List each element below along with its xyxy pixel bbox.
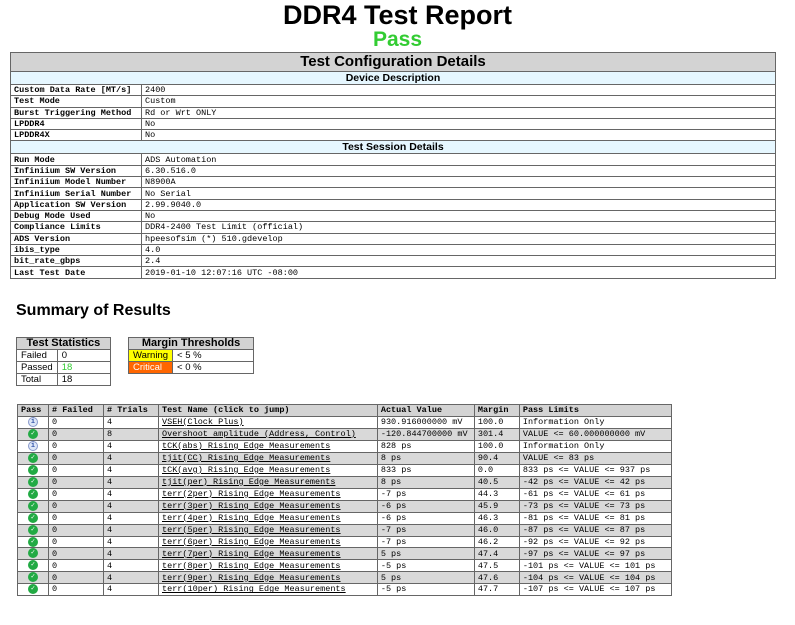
- result-row: [18, 536, 672, 548]
- pass-icon: ✓: [28, 453, 38, 463]
- pass-cell: [18, 524, 49, 536]
- config-key: LPDDR4: [11, 118, 142, 129]
- config-value: 2.99.9040.0: [142, 199, 776, 210]
- result-row: [18, 452, 672, 464]
- config-key: Infiniium Serial Number: [11, 188, 142, 199]
- results-header-6: Pass Limits: [519, 405, 671, 417]
- config-row: [11, 154, 776, 165]
- result-row: [18, 572, 672, 584]
- stats-title: Test Statistics: [17, 338, 111, 350]
- test-name-cell: [159, 512, 378, 524]
- session-header: Test Session Details: [11, 141, 776, 154]
- trial-count: 4: [104, 488, 159, 500]
- failed-label: Failed: [17, 350, 58, 362]
- margin-value: 90.4: [474, 452, 519, 464]
- config-table: [10, 52, 776, 279]
- config-row: [11, 188, 776, 199]
- margin-value: 47.6: [474, 572, 519, 584]
- test-name-cell: [159, 476, 378, 488]
- test-name-link[interactable]: tCK(abs) Rising Edge Measurements: [162, 441, 331, 452]
- results-header-2: # Trials: [104, 405, 159, 417]
- result-row: [18, 428, 672, 440]
- margin-value: 47.5: [474, 560, 519, 572]
- pass-limits: 833 ps <= VALUE <= 937 ps: [519, 464, 671, 476]
- config-value: 2400: [142, 85, 776, 96]
- pass-limits: -104 ps <= VALUE <= 104 ps: [519, 572, 671, 584]
- pass-icon: ✓: [28, 489, 38, 499]
- margin-value: 45.9: [474, 500, 519, 512]
- failed-count: 0: [49, 428, 104, 440]
- actual-value: 5 ps: [377, 572, 474, 584]
- test-name-link[interactable]: terr(9per) Rising Edge Measurements: [162, 572, 341, 583]
- results-header-5: Margin: [474, 405, 519, 417]
- result-row: [18, 560, 672, 572]
- trial-count: 4: [104, 464, 159, 476]
- pass-limits: -61 ps <= VALUE <= 61 ps: [519, 488, 671, 500]
- actual-value: -120.844700000 mV: [377, 428, 474, 440]
- critical-label: Critical: [129, 362, 173, 374]
- config-key: Test Mode: [11, 96, 142, 107]
- failed-count: 0: [49, 584, 104, 596]
- result-row: [18, 500, 672, 512]
- test-name-link[interactable]: terr(6per) Rising Edge Measurements: [162, 536, 341, 547]
- config-row: [11, 222, 776, 233]
- trial-count: 4: [104, 417, 159, 429]
- config-value: 2.4: [142, 256, 776, 267]
- failed-count: 0: [49, 452, 104, 464]
- pass-cell: [18, 572, 49, 584]
- pass-cell: [18, 476, 49, 488]
- config-value: No: [142, 118, 776, 129]
- failed-count: 0: [49, 488, 104, 500]
- config-key: Infiniium Model Number: [11, 177, 142, 188]
- margin-value: 46.2: [474, 536, 519, 548]
- passed-count: 18: [57, 362, 110, 374]
- margin-value: 46.3: [474, 512, 519, 524]
- pass-cell: [18, 452, 49, 464]
- overall-status: Pass: [372, 28, 423, 51]
- pass-icon: ✓: [28, 477, 38, 487]
- config-value: ADS Automation: [142, 154, 776, 165]
- pass-limits: -97 ps <= VALUE <= 97 ps: [519, 548, 671, 560]
- pass-cell: [18, 500, 49, 512]
- pass-cell: [18, 548, 49, 560]
- trial-count: 4: [104, 560, 159, 572]
- pass-icon: ✓: [28, 429, 38, 439]
- config-value: No: [142, 130, 776, 141]
- test-name-link[interactable]: terr(3per) Rising Edge Measurements: [162, 500, 341, 511]
- pass-icon: ✓: [28, 572, 38, 582]
- results-header-3: Test Name (click to jump): [159, 405, 378, 417]
- test-name-cell: [159, 428, 378, 440]
- config-key: Compliance Limits: [11, 222, 142, 233]
- trial-count: 4: [104, 476, 159, 488]
- pass-limits: -73 ps <= VALUE <= 73 ps: [519, 500, 671, 512]
- warning-value: < 5 %: [173, 350, 254, 362]
- config-value: Custom: [142, 96, 776, 107]
- pass-limits: VALUE <= 60.000000000 mV: [519, 428, 671, 440]
- pass-limits: -92 ps <= VALUE <= 92 ps: [519, 536, 671, 548]
- pass-limits: Information Only: [519, 417, 671, 429]
- failed-count: 0: [49, 572, 104, 584]
- config-key: Custom Data Rate [MT/s]: [11, 85, 142, 96]
- config-key: Burst Triggering Method: [11, 107, 142, 118]
- actual-value: 8 ps: [377, 452, 474, 464]
- actual-value: 8 ps: [377, 476, 474, 488]
- test-name-link[interactable]: terr(8per) Rising Edge Measurements: [162, 560, 341, 571]
- config-row: [11, 210, 776, 221]
- pass-cell: [18, 560, 49, 572]
- margin-value: 0.0: [474, 464, 519, 476]
- config-row: [11, 85, 776, 96]
- results-header-4: Actual Value: [377, 405, 474, 417]
- trial-count: 4: [104, 584, 159, 596]
- failed-count: 0: [49, 536, 104, 548]
- test-name-cell: [159, 536, 378, 548]
- config-key: Last Test Date: [11, 267, 142, 278]
- config-row: [11, 165, 776, 176]
- actual-value: 5 ps: [377, 548, 474, 560]
- actual-value: -5 ps: [377, 560, 474, 572]
- test-name-cell: [159, 488, 378, 500]
- config-key: ADS Version: [11, 233, 142, 244]
- margin-value: 100.0: [474, 440, 519, 452]
- test-name-cell: [159, 452, 378, 464]
- config-value: No: [142, 210, 776, 221]
- results-table: [17, 404, 672, 596]
- pass-cell: [18, 417, 49, 429]
- test-name-link[interactable]: terr(4per) Rising Edge Measurements: [162, 512, 341, 523]
- pass-limits: -42 ps <= VALUE <= 42 ps: [519, 476, 671, 488]
- device-header: Device Description: [11, 72, 776, 85]
- pass-cell: [18, 440, 49, 452]
- pass-icon: ✓: [28, 465, 38, 475]
- failed-count: 0: [49, 512, 104, 524]
- passed-label: Passed: [17, 362, 58, 374]
- config-value: hpeesofsim (*) 510.gdevelop: [142, 233, 776, 244]
- config-value: Rd or Wrt ONLY: [142, 107, 776, 118]
- failed-count: 0: [49, 560, 104, 572]
- test-name-link[interactable]: terr(2per) Rising Edge Measurements: [162, 488, 341, 499]
- config-value: 6.30.516.0: [142, 165, 776, 176]
- actual-value: -7 ps: [377, 536, 474, 548]
- actual-value: 930.916000000 mV: [377, 417, 474, 429]
- config-row: [11, 177, 776, 188]
- config-value: DDR4-2400 Test Limit (official): [142, 222, 776, 233]
- actual-value: 833 ps: [377, 464, 474, 476]
- pass-limits: -107 ps <= VALUE <= 107 ps: [519, 584, 671, 596]
- test-name-cell: [159, 464, 378, 476]
- failed-count: 0: [49, 476, 104, 488]
- config-value: 4.0: [142, 244, 776, 255]
- pass-cell: [18, 428, 49, 440]
- failed-count: 0: [49, 500, 104, 512]
- test-name-cell: [159, 572, 378, 584]
- test-name-link[interactable]: tjit(CC) Rising Edge Measurements: [162, 452, 331, 463]
- failed-count: 0: [49, 417, 104, 429]
- config-key: Debug Mode Used: [11, 210, 142, 221]
- trial-count: 4: [104, 548, 159, 560]
- pass-cell: [18, 488, 49, 500]
- test-name-cell: [159, 584, 378, 596]
- margin-value: 46.0: [474, 524, 519, 536]
- result-row: [18, 548, 672, 560]
- actual-value: -5 ps: [377, 584, 474, 596]
- results-header-1: # Failed: [49, 405, 104, 417]
- pass-icon: ✓: [28, 513, 38, 523]
- config-key: Run Mode: [11, 154, 142, 165]
- trial-count: 4: [104, 524, 159, 536]
- config-value: No Serial: [142, 188, 776, 199]
- config-value: N8900A: [142, 177, 776, 188]
- test-name-link[interactable]: Overshoot amplitude (Address, Control): [162, 429, 356, 440]
- pass-cell: [18, 512, 49, 524]
- result-row: [18, 584, 672, 596]
- config-row: [11, 96, 776, 107]
- config-key: LPDDR4X: [11, 130, 142, 141]
- config-row: [11, 256, 776, 267]
- trial-count: 4: [104, 452, 159, 464]
- margin-thresholds-table: [128, 337, 254, 374]
- pass-limits: -101 ps <= VALUE <= 101 ps: [519, 560, 671, 572]
- test-name-link[interactable]: tCK(avg) Rising Edge Measurements: [162, 464, 331, 475]
- config-value: 2019-01-10 12:07:16 UTC -08:00: [142, 267, 776, 278]
- critical-value: < 0 %: [173, 362, 254, 374]
- actual-value: -7 ps: [377, 488, 474, 500]
- test-name-cell: [159, 560, 378, 572]
- info-icon: i: [28, 441, 38, 451]
- test-name-cell: [159, 417, 378, 429]
- failed-count: 0: [57, 350, 110, 362]
- test-statistics-table: [16, 337, 111, 386]
- pass-icon: ✓: [28, 501, 38, 511]
- failed-count: 0: [49, 464, 104, 476]
- results-header-0: Pass: [18, 405, 49, 417]
- config-row: [11, 267, 776, 278]
- pass-cell: [18, 584, 49, 596]
- pass-icon: ✓: [28, 525, 38, 535]
- summary-heading: Summary of Results: [16, 302, 171, 319]
- config-row: [11, 107, 776, 118]
- failed-count: 0: [49, 524, 104, 536]
- test-name-cell: [159, 524, 378, 536]
- pass-limits: -87 ps <= VALUE <= 87 ps: [519, 524, 671, 536]
- test-name-link[interactable]: VSEH(Clock Plus): [162, 417, 244, 428]
- margin-value: 44.3: [474, 488, 519, 500]
- result-row: [18, 440, 672, 452]
- test-name-link[interactable]: terr(7per) Rising Edge Measurements: [162, 548, 341, 559]
- trial-count: 4: [104, 572, 159, 584]
- trial-count: 8: [104, 428, 159, 440]
- pass-icon: ✓: [28, 560, 38, 570]
- config-key: bit_rate_gbps: [11, 256, 142, 267]
- failed-count: 0: [49, 548, 104, 560]
- pass-icon: ✓: [28, 584, 38, 594]
- config-row: [11, 233, 776, 244]
- trial-count: 4: [104, 500, 159, 512]
- actual-value: 828 ps: [377, 440, 474, 452]
- info-icon: i: [28, 417, 38, 427]
- pass-limits: Information Only: [519, 440, 671, 452]
- total-count: 18: [57, 374, 110, 386]
- result-row: [18, 512, 672, 524]
- config-row: [11, 199, 776, 210]
- actual-value: -7 ps: [377, 524, 474, 536]
- actual-value: -6 ps: [377, 512, 474, 524]
- config-section-title: Test Configuration Details: [11, 53, 776, 72]
- test-name-cell: [159, 548, 378, 560]
- margin-value: 47.4: [474, 548, 519, 560]
- pass-limits: VALUE <= 83 ps: [519, 452, 671, 464]
- config-key: Application SW Version: [11, 199, 142, 210]
- config-key: Infiniium SW Version: [11, 165, 142, 176]
- trial-count: 4: [104, 440, 159, 452]
- margin-value: 301.4: [474, 428, 519, 440]
- margin-value: 40.5: [474, 476, 519, 488]
- test-name-cell: [159, 440, 378, 452]
- warning-label: Warning: [129, 350, 173, 362]
- margin-value: 47.7: [474, 584, 519, 596]
- pass-cell: [18, 536, 49, 548]
- pass-icon: ✓: [28, 548, 38, 558]
- total-label: Total: [17, 374, 58, 386]
- test-name-link[interactable]: tjit(per) Rising Edge Measurements: [162, 476, 336, 487]
- pass-limits: -81 ps <= VALUE <= 81 ps: [519, 512, 671, 524]
- result-row: [18, 524, 672, 536]
- test-name-cell: [159, 500, 378, 512]
- result-row: [18, 464, 672, 476]
- report-title: DDR4 Test Report: [282, 0, 513, 30]
- config-row: [11, 118, 776, 129]
- config-row: [11, 130, 776, 141]
- margin-value: 100.0: [474, 417, 519, 429]
- pass-cell: [18, 464, 49, 476]
- trial-count: 4: [104, 536, 159, 548]
- config-key: ibis_type: [11, 244, 142, 255]
- thresholds-title: Margin Thresholds: [129, 338, 254, 350]
- test-name-link[interactable]: terr(10per) Rising Edge Measurements: [162, 584, 346, 595]
- trial-count: 4: [104, 512, 159, 524]
- config-row: [11, 244, 776, 255]
- result-row: [18, 417, 672, 429]
- result-row: [18, 476, 672, 488]
- actual-value: -6 ps: [377, 500, 474, 512]
- failed-count: 0: [49, 440, 104, 452]
- result-row: [18, 488, 672, 500]
- test-name-link[interactable]: terr(5per) Rising Edge Measurements: [162, 524, 341, 535]
- pass-icon: ✓: [28, 537, 38, 547]
